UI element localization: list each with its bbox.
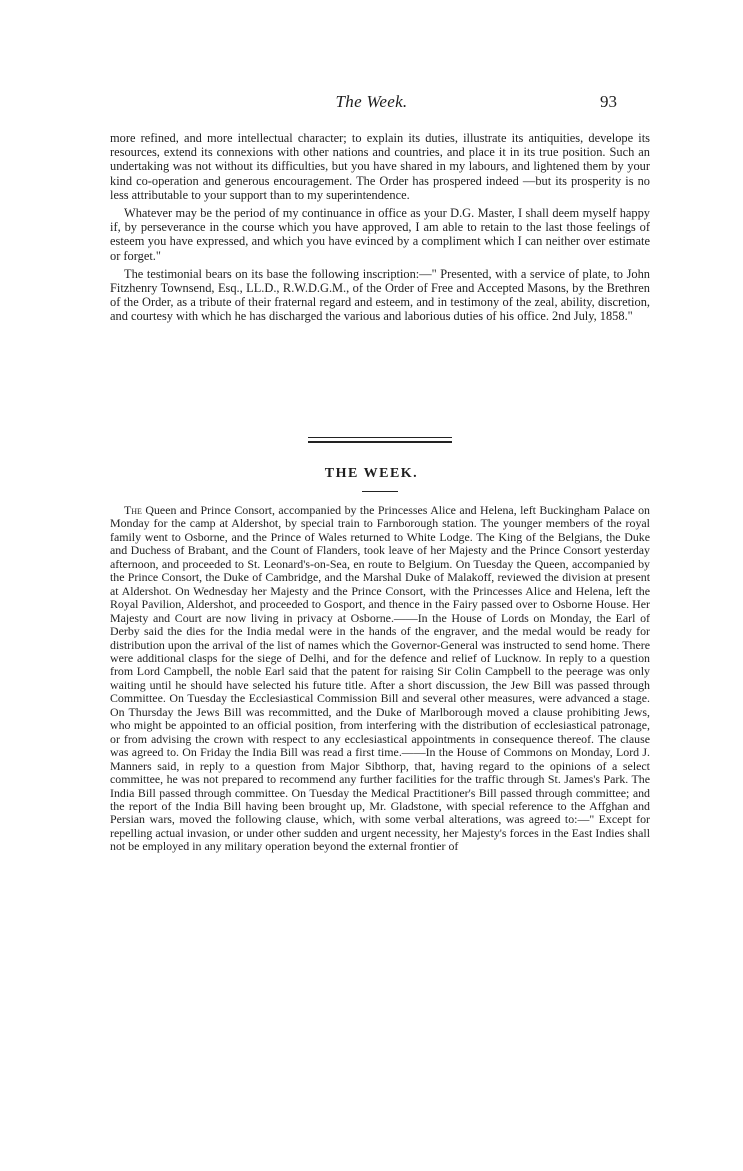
inscription-paragraph: The testimonial bears on its base the following inscription:—" Presented, with a service of plate, to John Fitzhenry Townsend, Esq., LL.D., R.W.D.G.M., of the Order of Free and Accepted Masons, by the Brethren of the Order, as a tribute of their fraternal regard and esteem, and in testimony of the zeal, ability, discretion, and courtesy with which he has discharged the various and laborious duties of his office. 2nd July, 1858.": [110, 266, 650, 324]
title-underline: [362, 491, 398, 492]
letter-paragraph: Whatever may be the period of my continuance in office as your D.G. Master, I shall deem myself happy if, by perseverance in the course which you have approved, I am able to retain to the last those feelings of esteem you have expressed, and which you have evinced by a compliment which I can neither over estimate or forget.": [110, 206, 650, 263]
letter-text-block: [110, 131, 650, 328]
week-body: Queen and Prince Consort, accompanied by the Princesses Alice and Helena, left Buckingham Palace on Monday for the camp at Aldershot, by special train to Farnborough station. The younger members of the royal family went to Osborne, and the Prince of Wales returned to White Lodge. The King of the Belgians, the Duke and Duchess of Brabant, and the Count of Flanders, took leave of her Majesty and the Prince Consort yesterday afternoon, and proceeded to St. Leonard's-on-Sea, en route to Belgium. On Tuesday the Queen, accompanied by the Prince Consort, the Duke of Cambridge, and the Marshal Duke of Malakoff, reviewed the division at present at Aldershot. On Wednesday her Majesty and the Prince Consort, with the Princesses Alice and Helena, left the Royal Pavilion, Aldershot, and proceeded to Gosport, and thence in the Fairy passed over to Osborne House. Her Majesty and Court are now living in privacy at Osborne.——In the House of Lords on Monday, the Earl of Derby said the dies for the India medal were in the hands of the engraver, and the medal would be ready for distribution upon the arrival of the list of names which the Governor-General was instructed to send home. There were additional clasps for the siege of Delhi, and for the defence and relief of Lucknow. In reply to a question from Lord Campbell, the noble Earl said that the patent for raising Sir Colin Campbell to the peerage was only waiting until he should have selected his future title. After a short discussion, the Jew Bill was passed through Committee. On Tuesday the Ecclesiastical Commission Bill and several other measures, were advanced a stage. On Thursday the Jews Bill was recommitted, and the Duke of Marlborough moved a clause prohibiting Jews, who might be appointed to an official position, from interfering with the distribution of ecclesiastical patronage, or from advising the crown with respect to any ecclesiastical appointments in consequence thereof. The clause was agreed to. On Friday the India Bill was read a first time.——In the House of Commons on Monday, Lord J. Manners said, in reply to a question from Major Sibthorp, that, having regard to the opinions of a select committee, he was not prepared to recommend any further facilities for the traffic through St. James's Park. The India Bill passed through committee. On Tuesday the Medical Practitioner's Bill passed through committee; and the report of the India Bill having been brought up, Mr. Gladstone, with special reference to the Affghan and Persian wars, moved the following clause, which, with some verbal alterations, was agreed to:—" Except for repelling actual invasion, or under other sudden and urgent necessity, her Majesty's forces in the East Indies shall not be employed in any military operation beyond the external frontier of: [110, 503, 650, 854]
week-paragraph: [110, 504, 650, 854]
week-text-block: [110, 504, 650, 858]
page-number: 93: [600, 92, 617, 111]
letter-paragraph: more refined, and more intellectual character; to explain its duties, illustrate its antiquities, develope its resources, extend its connexions with other nations and countries, and place it in its true position. Such an undertaking was not without its difficulties, but you have shared in my labours, and lightened them by your kind co-operation and generous encouragement. The Order has prospered indeed —but its prosperity is no less attributable to your support than to my superintendence.: [110, 131, 650, 202]
section-title: THE WEEK.: [324, 466, 419, 481]
running-title: The Week.: [335, 92, 408, 111]
section-divider: [308, 441, 452, 443]
section-divider: [308, 437, 452, 438]
lead-word: The: [124, 503, 142, 517]
